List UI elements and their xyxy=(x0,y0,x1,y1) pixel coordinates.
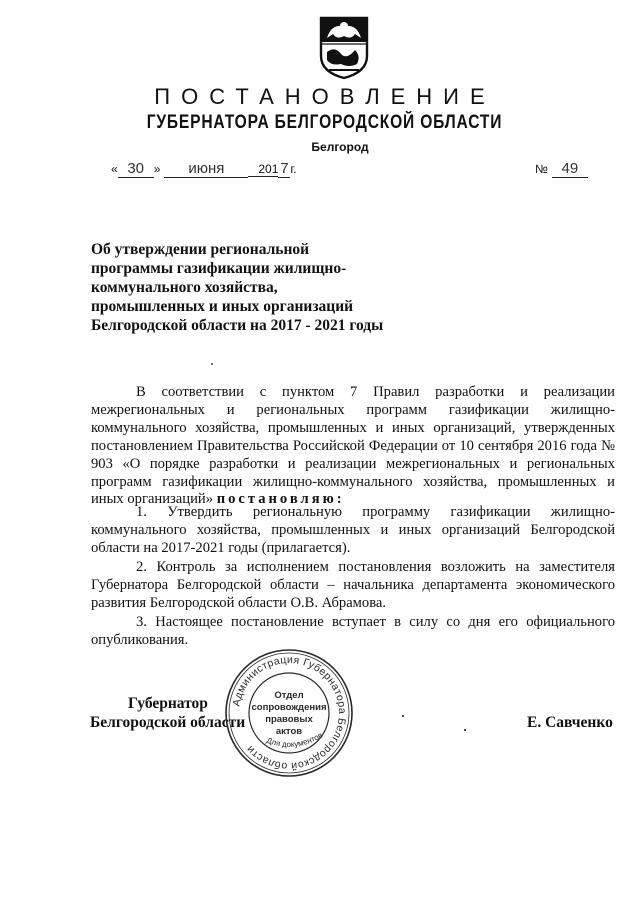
stamp-center-line: актов xyxy=(275,726,303,737)
date-year-prefix: 201 xyxy=(248,162,278,177)
decree-word: постановляю: xyxy=(216,491,345,508)
title-line: промышленных и иных организаций xyxy=(91,298,354,315)
stamp-center-line: сопровождения xyxy=(251,702,327,713)
date-quote-close: » xyxy=(153,162,161,176)
date-day: 30 xyxy=(118,160,154,178)
speck xyxy=(402,715,404,717)
stamp-center-line: правовых xyxy=(265,714,313,725)
title-line: программы газификации жилищно- xyxy=(91,260,347,277)
date-line xyxy=(111,160,297,178)
date-quote-open: « xyxy=(111,162,118,176)
stamp-bottom-text: Для документов xyxy=(265,730,325,750)
city-label: Белгород xyxy=(311,140,369,154)
stamp-ring-text: Администрация Губернатора Белгородской области xyxy=(230,653,349,773)
signer-position-line-1: Губернатор xyxy=(128,695,208,712)
date-year-digit: 7 xyxy=(280,160,289,177)
date-month: июня xyxy=(164,160,248,178)
document-title xyxy=(91,240,421,335)
preamble-paragraph xyxy=(91,384,615,509)
title-line: Об утверждении региональной xyxy=(91,241,310,258)
preamble-text: В соответствии с пунктом 7 Правил разработки и реализации межрегиональных и региональных программ газификации жилищно-коммунального хозяйства, промышленных и иных организаций, утвержденных постановлением Правительства Российской Федерации от 10 сентября 2016 года № 903 «О порядке разработки и реализации межрегиональных и региональных программ газификации жилищно-коммунального хозяйства, промышленных и иных организаций» xyxy=(91,384,615,508)
issuer-heading: ГУБЕРНАТОРА БЕЛГОРОДСКОЙ ОБЛАСТИ xyxy=(146,112,503,133)
number-label: № xyxy=(535,162,548,176)
decree-item-2: 2. Контроль за исполнением постановления возложить на заместителя Губернатора Белгородской области – начальника департамента экономического развития Белгородской области О.В. Абрамова. xyxy=(91,559,615,611)
coat-of-arms-icon xyxy=(317,12,371,80)
decree-item-1: 1. Утвердить региональную программу газификации жилищно-коммунального хозяйства, промышленных и иных организаций Белгородской области на 2017-2021 годы (прилагается). xyxy=(91,504,615,556)
signer-position-line-2: Белгородской области xyxy=(90,714,246,731)
speck xyxy=(211,363,213,365)
document-number: 49 xyxy=(552,160,588,178)
date-year-suffix: г. xyxy=(290,162,297,176)
speck xyxy=(464,729,466,731)
title-line: Белгородской области на 2017 - 2021 годы xyxy=(91,317,384,334)
official-stamp xyxy=(224,648,354,778)
decree-item-3: 3. Настоящее постановление вступает в силу со дня его официального опубликования. xyxy=(91,614,615,648)
signer-name: Е. Савченко xyxy=(527,714,613,731)
stamp-center-line: Отдел xyxy=(274,690,304,701)
document-number-line xyxy=(535,160,588,178)
document-kind-heading: ПОСТАНОВЛЕНИЕ xyxy=(154,84,496,109)
title-line: коммунального хозяйства, xyxy=(91,279,278,296)
